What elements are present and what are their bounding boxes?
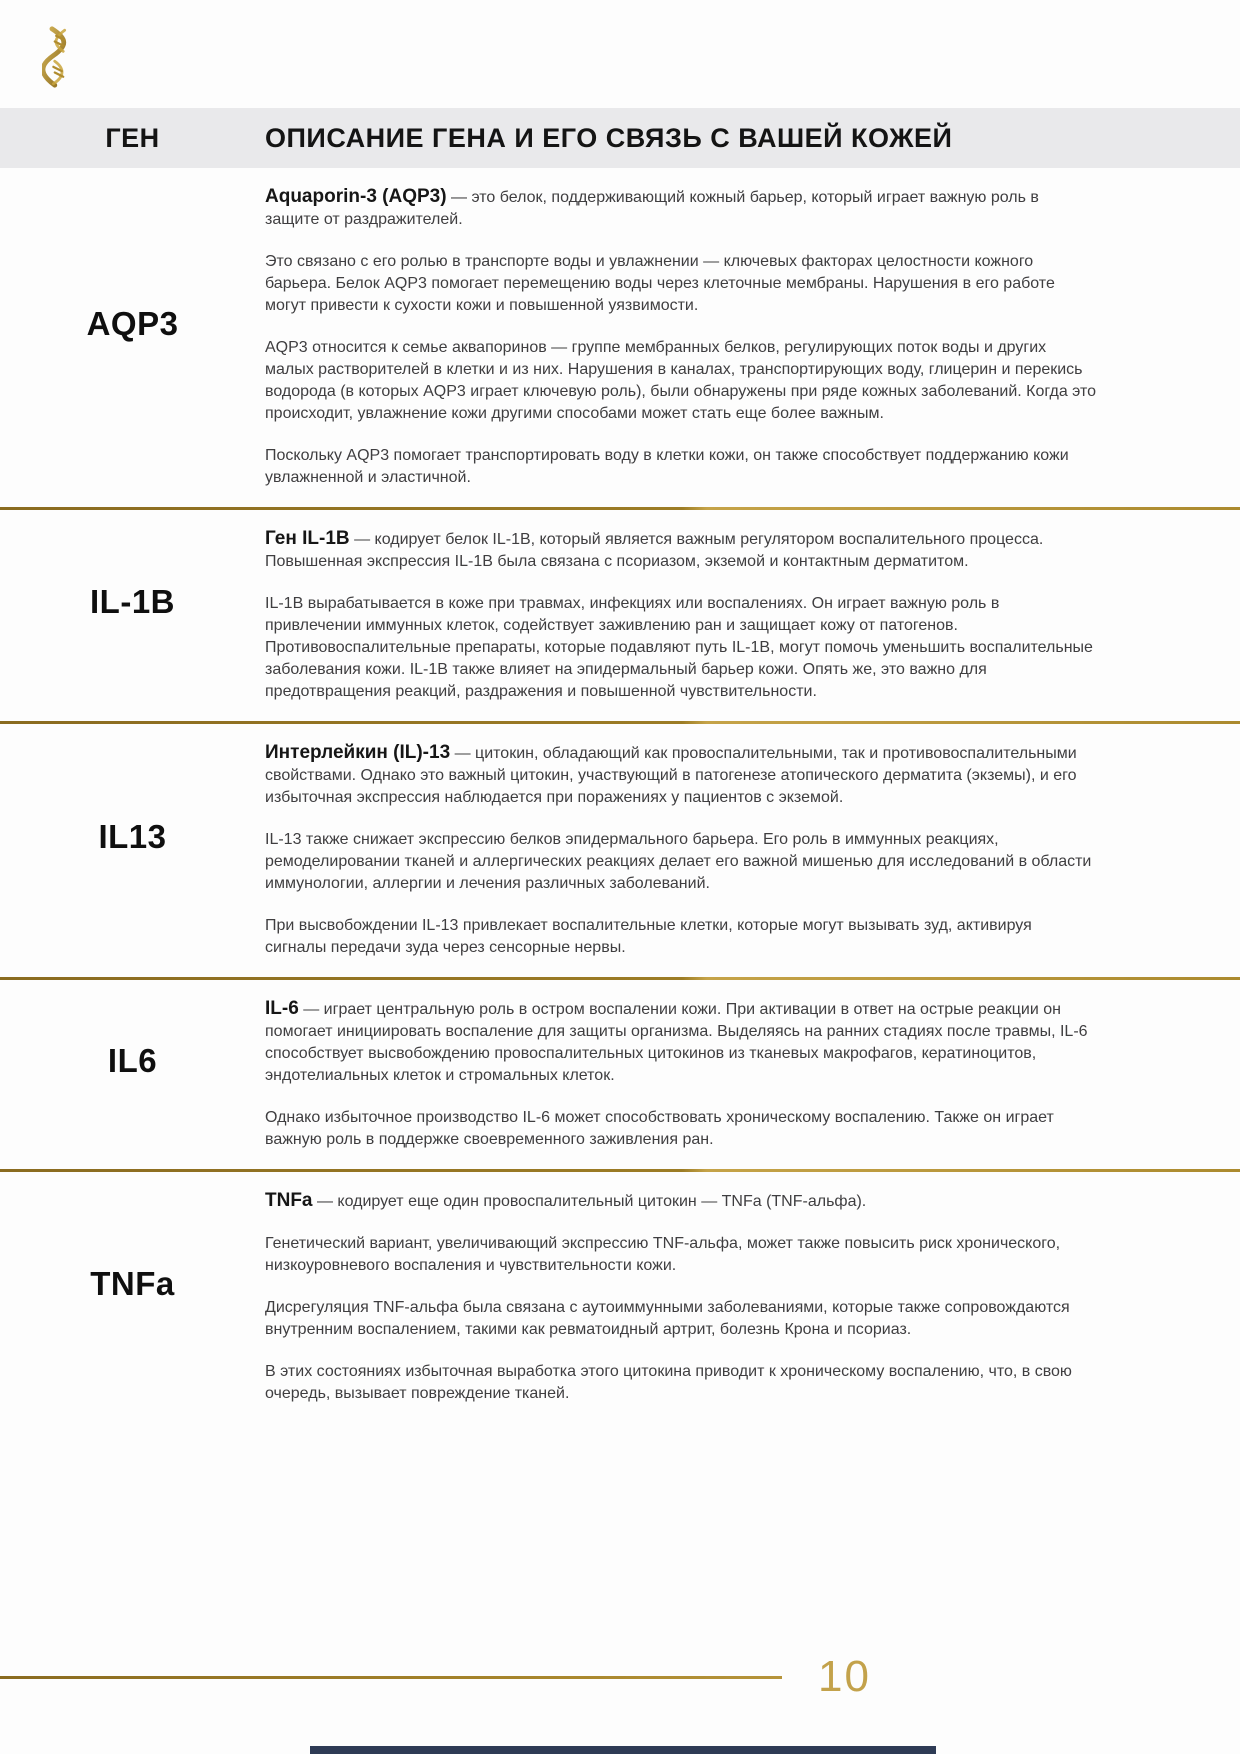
gene-cell <box>0 528 265 703</box>
paragraph <box>265 1361 1097 1405</box>
column-header-gene: ГЕН <box>105 122 160 153</box>
gene-lead: Aquaporin-3 (AQP3) <box>265 186 447 207</box>
paragraph <box>265 186 1097 231</box>
paragraph <box>265 337 1097 425</box>
gene-name: IL-1B <box>90 582 175 620</box>
gene-lead: IL-6 <box>265 998 299 1019</box>
paragraph-text: — цитокин, обладающий как провоспалительными, так и противовоспалительными свойствами. Однако это важный цитокин, участвующий в патогенезе атопического дерматита (экземы), и его избыточная экспрессия наблюдается при поражениях у пациентов с экземой. <box>265 745 1077 806</box>
column-header-description: ОПИСАНИЕ ГЕНА И ЕГО СВЯЗЬ С ВАШЕЙ КОЖЕЙ <box>265 122 953 153</box>
paragraph <box>265 445 1097 489</box>
gene-row <box>0 724 1240 977</box>
table-header <box>0 108 1240 168</box>
gene-row <box>0 510 1240 721</box>
paragraph-text: Поскольку AQP3 помогает транспортировать воду в клетки кожи, он также способствует поддержанию кожи увлажненной и эластичной. <box>265 447 1069 486</box>
dna-helix-icon <box>42 26 76 88</box>
paragraph <box>265 1190 1097 1213</box>
gene-row <box>0 168 1240 507</box>
paragraph <box>265 1107 1097 1151</box>
gene-name: IL13 <box>98 817 167 855</box>
paragraph <box>265 1297 1097 1341</box>
gene-name: IL6 <box>107 1041 158 1079</box>
paragraph <box>265 251 1097 317</box>
gene-description <box>265 1190 1127 1405</box>
paragraph <box>265 998 1097 1087</box>
gene-lead: Ген IL-1B <box>265 528 350 549</box>
paragraph-text: IL-1B вырабатывается в коже при травмах, инфекциях или воспалениях. Он играет важную роль в привлечении иммунных клеток, содействует заживлению ран и защищает кожу от патогенов. Противовоспалительные препараты, которые подавляют путь IL-1B, могут помочь уменьшить воспалительные заболевания кожи. IL-1B также влияет на эпидермальный барьер кожи. Опять же, это важно для предотвращения реакций, раздражения и повышенной чувствительности. <box>265 595 1093 700</box>
footer-rule <box>0 1676 782 1679</box>
gene-description <box>265 186 1127 489</box>
paragraph-text: — кодирует еще один провоспалительный цитокин — TNFa (TNF-альфа). <box>312 1193 867 1210</box>
sections <box>0 168 1240 1423</box>
gene-lead: TNFa <box>265 1190 313 1211</box>
gene-description <box>265 742 1127 959</box>
gene-cell <box>0 742 265 959</box>
paragraph-text: Это связано с его ролью в транспорте воды и увлажнении — ключевых факторах целостности кожного барьера. Белок AQP3 помогает перемещению воды через клеточные мембраны. Нарушения в его работе могут привести к сухости кожи и повышенной уязвимости. <box>265 253 1055 314</box>
paragraph-text: — кодирует белок IL-1B, который является важным регулятором воспалительного процесса. Повышенная экспрессия IL-1B была связана с псориазом, экземой и контактным дерматитом. <box>265 531 1044 570</box>
gene-description <box>265 998 1127 1151</box>
paragraph-text: — играет центральную роль в остром воспалении кожи. При активации в ответ на острые реакции он помогает инициировать воспаление для защиты организма. Выделяясь на ранних стадиях после травмы, IL-6 способствует высвобождению провоспалительных цитокинов из тканевых макрофагов, кератиноцитов, эндотелиальных клеток и стромальных клеток. <box>265 1001 1088 1084</box>
paragraph-text: Однако избыточное производство IL-6 может способствовать хроническому воспалению. Также он играет важную роль в поддержке своевременного заживления ран. <box>265 1109 1054 1148</box>
paragraph-text: При высвобождении IL-13 привлекает воспалительные клетки, которые могут вызывать зуд, активируя сигналы передачи зуда через сенсорные нервы. <box>265 917 1032 956</box>
page-number: 10 <box>818 1652 871 1701</box>
gene-cell <box>0 186 265 489</box>
paragraph <box>265 593 1097 703</box>
paragraph <box>265 915 1097 959</box>
paragraph-text: AQP3 относится к семье аквапоринов — группе мембранных белков, регулирующих поток воды и других малых растворителей в клетки и из них. Нарушения в каналах, транспортирующих воду, глицерин и перекись водорода (в которых AQP3 играет ключевую роль), были обнаружены при ряде кожных заболеваний. Когда это происходит, увлажнение кожи другими способами может стать еще более важным. <box>265 339 1097 422</box>
gene-row <box>0 980 1240 1169</box>
paragraph <box>265 829 1097 895</box>
paragraph <box>265 742 1097 809</box>
paragraph <box>265 528 1097 573</box>
paragraph-text: — это белок, поддерживающий кожный барьер, который играет важную роль в защите от раздражителей. <box>265 189 1039 228</box>
bottom-page-edge-bar <box>310 1746 936 1754</box>
paragraph-text: Генетический вариант, увеличивающий экспрессию TNF-альфа, может также повысить риск хронического, низкоуровневого воспаления и чувствительности кожи. <box>265 1235 1061 1274</box>
paragraph-text: Дисрегуляция TNF-альфа была связана с аутоиммунными заболеваниями, которые также сопровождаются внутренним воспалением, такими как ревматоидный артрит, болезнь Крона и псориаз. <box>265 1299 1070 1338</box>
gene-cell <box>0 998 265 1151</box>
paragraph-text: IL-13 также снижает экспрессию белков эпидермального барьера. Его роль в иммунных реакциях, ремоделировании тканей и аллергических реакциях делает его важной мишенью для исследований в области иммунологии, аллергии и лечения различных заболеваний. <box>265 831 1092 892</box>
paragraph <box>265 1233 1097 1277</box>
gene-name: TNFa <box>90 1264 175 1302</box>
gene-cell <box>0 1190 265 1405</box>
gene-lead: Интерлейкин (IL)-13 <box>265 742 451 763</box>
paragraph-text: В этих состояниях избыточная выработка этого цитокина приводит к хроническому воспалению, что, в свою очередь, вызывает повреждение тканей. <box>265 1363 1072 1402</box>
gene-description <box>265 528 1127 703</box>
gene-row <box>0 1172 1240 1423</box>
gene-name: AQP3 <box>86 304 179 342</box>
page-top-margin <box>0 0 1240 108</box>
